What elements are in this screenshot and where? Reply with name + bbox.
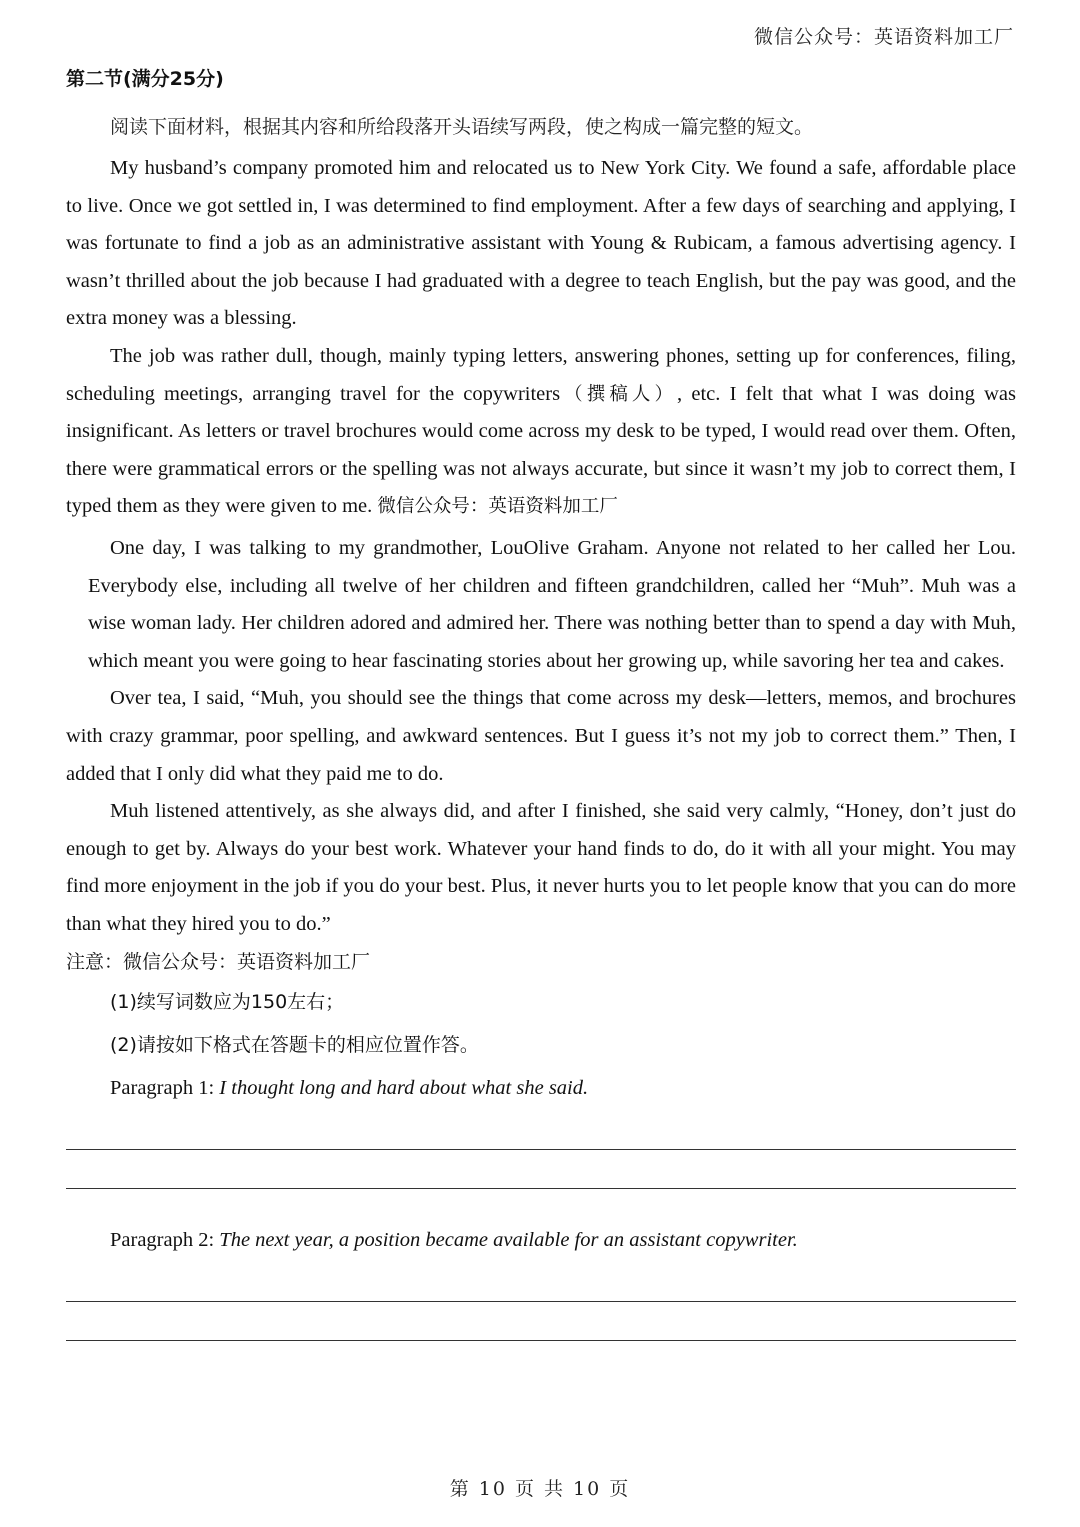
paragraph-1-prompt xyxy=(110,1071,1016,1105)
paragraph-2-opening: The next year, a position became available for an assistant copywriter. xyxy=(219,1229,798,1252)
page-number: 第 10 页 共 10 页 xyxy=(449,1478,631,1500)
inline-watermark: 微信公众号：英语资料加工厂 xyxy=(377,496,618,518)
story-paragraph-5: Muh listened attentively, as she always did, and after I finished, she said very calmly, “Honey, don’t just do enough to get by. Always do your best work. Whatever your hand finds to do, do it with all your might. You may find more enjoyment in the job if you do your best. Plus, it never hurts you to let people know that you can do more than what they hired you to do.” xyxy=(66,800,1016,935)
answer-line xyxy=(66,1149,1016,1150)
answer-line xyxy=(66,1188,1016,1189)
paragraph-1-opening: I thought long and hard about what she said. xyxy=(219,1077,589,1100)
gloss-annotation: （撰稿人） xyxy=(560,383,678,405)
document-body xyxy=(66,62,1016,1341)
story-paragraph-1: My husband’s company promoted him and relocated us to New York City. We found a safe, affordable place to live. Once we got settled in, I was determined to find employment. After a few days of searching and applying, I was fortunate to find a job as an administrative assistant with Young & Rubicam, a famous advertising agency. I wasn’t thrilled about the job because I had graduated with a degree to teach English, but the pay was good, and the extra money was a blessing. xyxy=(66,157,1016,330)
story-paragraph-2-part-b: , etc. I felt that what I was doing was insignificant. As letters or travel brochures would come across my desk to be typed, I would read over them. Often, there were grammatical errors or the spelling was not always accurate, but since it wasn’t my job to correct them, I typed them as they were given to me. xyxy=(66,382,1016,518)
section-title: 第二节(满分25分) xyxy=(66,68,224,90)
answer-line xyxy=(66,1340,1016,1341)
story-paragraph-4: Over tea, I said, “Muh, you should see the things that come across my desk—letters, memos, and brochures with crazy grammar, poor spelling, and awkward sentences. But I guess it’s not my job to correct them.” Then, I added that I only did what they paid me to do. xyxy=(66,687,1016,785)
answer-line xyxy=(66,1301,1016,1302)
requirement-word-count: (1)续写词数应为150左右； xyxy=(110,991,345,1014)
paragraph-2-prompt xyxy=(110,1223,1016,1257)
task-instruction: 阅读下面材料，根据其内容和所给段落开头语续写两段，使之构成一篇完整的短文。 xyxy=(110,116,814,138)
requirement-format: (2)请按如下格式在答题卡的相应位置作答。 xyxy=(110,1034,479,1057)
story-paragraph-2-part-a: The job was rather dull, though, mainly typing letters, answering phones, setting up for conferences, filing, scheduling meetings, arranging travel for the copywriters xyxy=(66,344,1016,405)
story-paragraph-2 xyxy=(66,338,1016,526)
header-watermark: 微信公众号：英语资料加工厂 xyxy=(753,26,1014,48)
notes-label: 注意：微信公众号：英语资料加工厂 xyxy=(66,951,371,974)
paragraph-1-label: Paragraph 1: xyxy=(110,1077,220,1100)
paragraph-2-label: Paragraph 2: xyxy=(110,1229,220,1252)
story-paragraph-3: One day, I was talking to my grandmother, LouOlive Graham. Anyone not related to her called her Lou. Everybody else, including all twelve of her children and fifteen grandchildren, called her “Muh”. Muh was a wise woman lady. Her children adored and admired her. There was nothing better than to spend a day with Muh, which meant you were going to hear fascinating stories about her growing up, while savoring her tea and cakes. xyxy=(88,536,1016,672)
